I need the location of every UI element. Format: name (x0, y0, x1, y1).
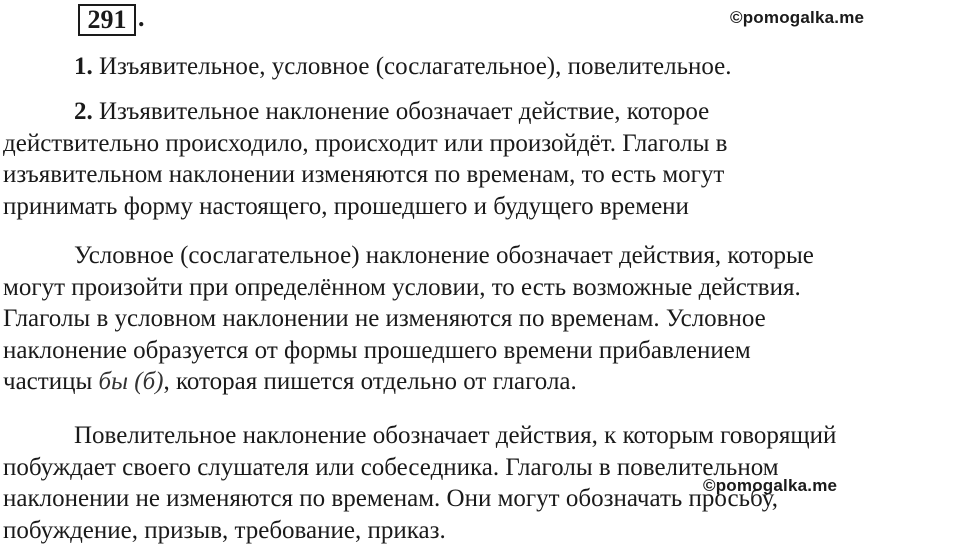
paragraph-line: Условное (сослагательное) наклонение обозначает действия, которые (74, 242, 814, 269)
paragraph-conditional-mood (3, 240, 958, 398)
exercise-number: 291 (78, 4, 136, 36)
line-text: Изъявительное, условное (сослагательное), повелительное. (99, 53, 732, 80)
answer-number: 2. (74, 98, 93, 125)
line-text: Изъявительное наклонение обозначает действие, которое (99, 98, 710, 125)
watermark-top: ©pomogalka.me (730, 8, 865, 27)
paragraph-line: побуждает своего слушателя или собеседника. Глаголы в повелительном (3, 453, 779, 481)
line-text: , которая пишется отдельно от глагола. (163, 368, 577, 395)
paragraph-line: могут произойти при определённом условии, то есть возможные действия. (3, 273, 801, 301)
paragraph-line: побуждение, призыв, требование, приказ. (3, 516, 446, 544)
exercise-number-dot: . (138, 3, 145, 32)
paragraph-line (3, 51, 958, 83)
paragraph-line: Повелительное наклонение обозначает действия, к которым говорящий (74, 422, 837, 449)
answer-number: 1. (74, 53, 93, 80)
paragraph-line (3, 366, 958, 398)
paragraph-line: изъявительном наклонении изменяются по временам, то есть могут (3, 161, 725, 188)
paragraph-line: наклонение образуется от формы прошедшего времени прибавлением (3, 336, 751, 364)
paragraph-line: наклонении не изменяются по временам. Они могут обозначать просьбу, (3, 485, 779, 512)
answer-paragraph-1 (3, 51, 958, 83)
answer-paragraph-2 (3, 96, 958, 222)
paragraph-line: действительно происходило, происходит или произойдёт. Глаголы в (3, 129, 728, 157)
paragraph-line: Глаголы в условном наклонении не изменяются по временам. Условное (3, 305, 766, 332)
paragraph-line (3, 96, 958, 128)
line-text: частицы (3, 368, 99, 395)
watermark-middle: ©pomogalka.me (703, 476, 838, 495)
particle-italic: бы (б) (98, 368, 164, 395)
paragraph-line: принимать форму настоящего, прошедшего и будущего времени (3, 192, 689, 220)
